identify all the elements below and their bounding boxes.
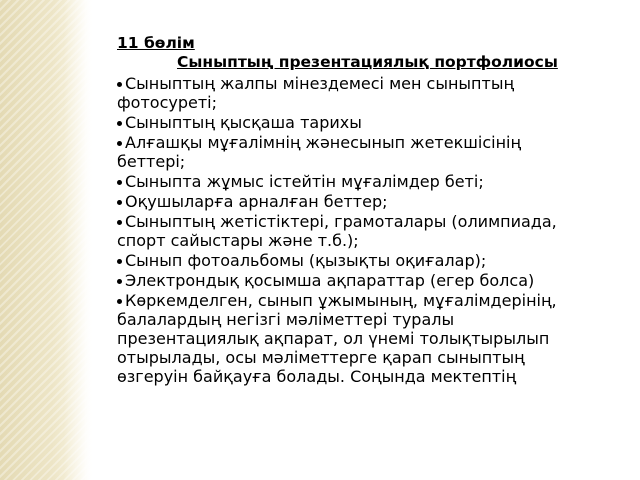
section-label: 11 бөлім <box>117 34 195 52</box>
list-item-text: Сынып фотоальбомы (қызықты оқиғалар); <box>125 251 487 270</box>
list-item-text: Сыныпта жұмыс істейтін мұғалімдер беті; <box>125 172 484 191</box>
list-item <box>117 271 587 290</box>
list-item-text: Оқушыларға арналған беттер; <box>125 192 388 211</box>
bullet-icon <box>117 299 122 304</box>
bullet-icon <box>117 220 122 225</box>
list-item-text: Алғашқы мұғалімнің жәнесынып жетекшісінің беттері; <box>117 133 522 171</box>
list-item <box>117 172 587 191</box>
list-item <box>117 212 587 250</box>
bullet-icon <box>117 279 122 284</box>
bullet-icon <box>117 121 122 126</box>
list-item <box>117 192 587 211</box>
list-item-text: Көркемделген, сынып ұжымының, мұғалімдерінің, балалардың негізгі мәліметтері туралы презентациялық ақпарат, ол үнемі толықтырылып отырылады, осы мәліметтерге қарап сыныптың өзгеруін байқауға болады. Соңында мектептің <box>117 291 557 386</box>
list-item <box>117 113 587 132</box>
slide-content <box>117 34 587 387</box>
bullet-list <box>117 74 587 386</box>
list-item <box>117 291 587 386</box>
list-item <box>117 251 587 270</box>
list-item-text: Сыныптың жетістіктері, грамоталары (олимпиада, спорт сайыстары және т.б.); <box>117 212 557 250</box>
list-item-text: Электрондық қосымша ақпараттар (егер болса) <box>125 271 535 290</box>
bullet-icon <box>117 180 122 185</box>
bullet-icon <box>117 200 122 205</box>
bullet-icon <box>117 259 122 264</box>
bullet-icon <box>117 82 122 87</box>
bullet-icon <box>117 141 122 146</box>
list-item-text: Сыныптың қысқаша тарихы <box>125 113 362 132</box>
slide-title: Сыныптың презентациялық портфолиосы <box>177 53 558 71</box>
list-item <box>117 74 587 112</box>
decorative-fade <box>64 0 94 480</box>
list-item-text: Сыныптың жалпы мінездемесі мен сыныптың фотосуреті; <box>117 74 515 112</box>
decorative-left-band <box>0 0 94 480</box>
list-item <box>117 133 587 171</box>
